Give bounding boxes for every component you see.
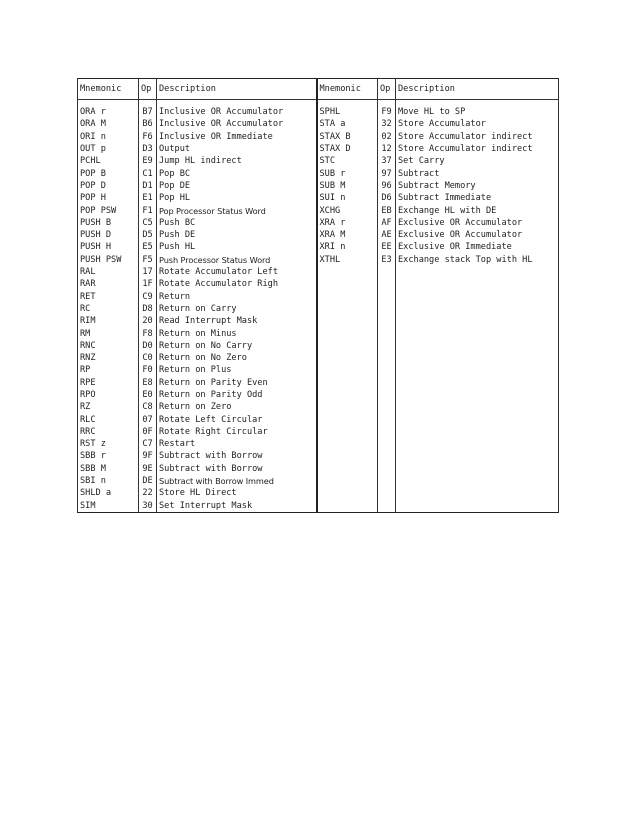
description-cell: Return on Carry xyxy=(157,303,317,315)
op-cell xyxy=(378,352,396,364)
table-row xyxy=(78,131,559,143)
mnemonic-cell xyxy=(317,315,378,327)
description-cell xyxy=(396,328,559,340)
description-cell: Jump HL indirect xyxy=(157,155,317,167)
mnemonic-cell: RNZ xyxy=(78,352,139,364)
mnemonic-cell: ORA r xyxy=(78,100,139,119)
mnemonic-cell xyxy=(317,438,378,450)
mnemonic-cell: STAX D xyxy=(317,143,378,155)
description-cell: Pop HL xyxy=(157,192,317,204)
mnemonic-cell: RAR xyxy=(78,278,139,290)
mnemonic-cell: RZ xyxy=(78,401,139,413)
description-cell: Exclusive OR Accumulator xyxy=(396,229,559,241)
table-row xyxy=(78,205,559,217)
mnemonic-cell xyxy=(317,389,378,401)
description-cell: Rotate Right Circular xyxy=(157,426,317,438)
op-cell: 32 xyxy=(378,118,396,130)
mnemonic-cell: SBB M xyxy=(78,463,139,475)
description-cell: Move HL to SP xyxy=(396,100,559,119)
description-cell: Store Accumulator xyxy=(396,118,559,130)
op-cell: 22 xyxy=(139,487,157,499)
mnemonic-cell: RPE xyxy=(78,377,139,389)
op-cell: 0F xyxy=(139,426,157,438)
op-cell: C1 xyxy=(139,168,157,180)
description-cell: Subtract Immediate xyxy=(396,192,559,204)
op-cell: D0 xyxy=(139,340,157,352)
mnemonic-cell: POP H xyxy=(78,192,139,204)
op-cell: F1 xyxy=(139,205,157,217)
description-cell: Inclusive OR Accumulator xyxy=(157,118,317,130)
table-row xyxy=(78,266,559,278)
op-cell xyxy=(378,364,396,376)
description-cell: Output xyxy=(157,143,317,155)
table-row xyxy=(78,389,559,401)
op-cell: 96 xyxy=(378,180,396,192)
description-cell xyxy=(396,475,559,487)
op-cell: B7 xyxy=(139,100,157,119)
filler-row xyxy=(78,512,559,513)
description-cell xyxy=(396,340,559,352)
table-row xyxy=(78,475,559,487)
op-cell: F5 xyxy=(139,254,157,266)
op-cell xyxy=(378,450,396,462)
mnemonic-cell: SIM xyxy=(78,500,139,512)
description-cell: Subtract with Borrow Immed xyxy=(157,475,317,487)
op-cell: D6 xyxy=(378,192,396,204)
description-cell: Exclusive OR Immediate xyxy=(396,241,559,253)
op-cell: F6 xyxy=(139,131,157,143)
description-cell: Return on Plus xyxy=(157,364,317,376)
header-row xyxy=(78,79,559,100)
description-cell: Inclusive OR Accumulator xyxy=(157,100,317,119)
op-cell: 12 xyxy=(378,143,396,155)
mnemonic-cell: POP D xyxy=(78,180,139,192)
description-cell: Rotate Accumulator Left xyxy=(157,266,317,278)
mnemonic-cell: RET xyxy=(78,291,139,303)
mnemonic-cell xyxy=(317,450,378,462)
mnemonic-cell xyxy=(317,500,378,512)
opcode-table xyxy=(77,78,559,513)
mnemonic-cell: STA a xyxy=(317,118,378,130)
mnemonic-cell xyxy=(317,426,378,438)
mnemonic-cell xyxy=(317,291,378,303)
op-cell xyxy=(378,278,396,290)
mnemonic-cell: RIM xyxy=(78,315,139,327)
table-row xyxy=(78,463,559,475)
mnemonic-cell: RP xyxy=(78,364,139,376)
description-cell: Store Accumulator indirect xyxy=(396,143,559,155)
op-cell xyxy=(378,414,396,426)
description-cell: Set Carry xyxy=(396,155,559,167)
op-cell: 30 xyxy=(139,500,157,512)
mnemonic-cell xyxy=(317,352,378,364)
description-cell: Subtract with Borrow xyxy=(157,463,317,475)
description-cell: Return xyxy=(157,291,317,303)
table-row xyxy=(78,229,559,241)
op-cell: 02 xyxy=(378,131,396,143)
op-cell xyxy=(378,426,396,438)
mnemonic-cell: SPHL xyxy=(317,100,378,119)
description-cell xyxy=(396,389,559,401)
description-cell: Return on Zero xyxy=(157,401,317,413)
op-cell xyxy=(378,377,396,389)
mnemonic-cell xyxy=(317,328,378,340)
description-cell xyxy=(396,303,559,315)
mnemonic-cell xyxy=(317,487,378,499)
empty-cell xyxy=(396,512,559,513)
op-cell: 17 xyxy=(139,266,157,278)
description-cell: Return on No Zero xyxy=(157,352,317,364)
mnemonic-cell: SHLD a xyxy=(78,487,139,499)
mnemonic-cell: SUB M xyxy=(317,180,378,192)
mnemonic-cell: SUB r xyxy=(317,168,378,180)
op-cell xyxy=(378,266,396,278)
op-cell: 37 xyxy=(378,155,396,167)
header-mnemonic-left: Mnemonic xyxy=(78,79,139,100)
table-row xyxy=(78,192,559,204)
description-cell xyxy=(396,352,559,364)
op-cell: AE xyxy=(378,229,396,241)
mnemonic-cell: OUT p xyxy=(78,143,139,155)
empty-cell xyxy=(317,512,378,513)
header-op-right: Op xyxy=(378,79,396,100)
table-row xyxy=(78,352,559,364)
op-cell: E9 xyxy=(139,155,157,167)
mnemonic-cell: XRA M xyxy=(317,229,378,241)
op-cell xyxy=(378,291,396,303)
table-row xyxy=(78,377,559,389)
op-cell: F8 xyxy=(139,328,157,340)
mnemonic-cell: SBB r xyxy=(78,450,139,462)
op-cell: D1 xyxy=(139,180,157,192)
empty-cell xyxy=(157,512,317,513)
mnemonic-cell: RM xyxy=(78,328,139,340)
mnemonic-cell: PUSH H xyxy=(78,241,139,253)
mnemonic-cell: ORA M xyxy=(78,118,139,130)
table-row xyxy=(78,401,559,413)
mnemonic-cell: RRC xyxy=(78,426,139,438)
mnemonic-cell xyxy=(317,377,378,389)
mnemonic-cell: XRA r xyxy=(317,217,378,229)
description-cell: Return on Minus xyxy=(157,328,317,340)
mnemonic-cell: XCHG xyxy=(317,205,378,217)
description-cell: Subtract Memory xyxy=(396,180,559,192)
mnemonic-cell xyxy=(317,475,378,487)
table-row xyxy=(78,426,559,438)
op-cell: D3 xyxy=(139,143,157,155)
table-row xyxy=(78,100,559,119)
op-cell: 20 xyxy=(139,315,157,327)
description-cell xyxy=(396,315,559,327)
table-row xyxy=(78,450,559,462)
mnemonic-cell: RPO xyxy=(78,389,139,401)
description-cell: Return on No Carry xyxy=(157,340,317,352)
description-cell xyxy=(396,500,559,512)
table-row xyxy=(78,168,559,180)
op-cell xyxy=(378,315,396,327)
description-cell: Restart xyxy=(157,438,317,450)
description-cell xyxy=(396,426,559,438)
table-row xyxy=(78,291,559,303)
mnemonic-cell: SUI n xyxy=(317,192,378,204)
mnemonic-cell: ORI n xyxy=(78,131,139,143)
table-row xyxy=(78,500,559,512)
op-cell: D5 xyxy=(139,229,157,241)
table-row xyxy=(78,254,559,266)
empty-cell xyxy=(139,512,157,513)
table-row xyxy=(78,315,559,327)
op-cell: EB xyxy=(378,205,396,217)
description-cell: Rotate Accumulator Righ xyxy=(157,278,317,290)
description-cell: Store HL Direct xyxy=(157,487,317,499)
mnemonic-cell: PUSH B xyxy=(78,217,139,229)
description-cell: Push DE xyxy=(157,229,317,241)
description-cell xyxy=(396,463,559,475)
description-cell: Exchange HL with DE xyxy=(396,205,559,217)
description-cell: Subtract with Borrow xyxy=(157,450,317,462)
op-cell: D8 xyxy=(139,303,157,315)
mnemonic-cell: RST z xyxy=(78,438,139,450)
mnemonic-cell: STAX B xyxy=(317,131,378,143)
mnemonic-cell xyxy=(317,303,378,315)
op-cell: 1F xyxy=(139,278,157,290)
op-cell xyxy=(378,303,396,315)
header-description-right: Description xyxy=(396,79,559,100)
description-cell xyxy=(396,278,559,290)
description-cell: Inclusive OR Immediate xyxy=(157,131,317,143)
op-cell xyxy=(378,340,396,352)
description-cell xyxy=(396,377,559,389)
op-cell: F9 xyxy=(378,100,396,119)
header-description-left: Description xyxy=(157,79,317,100)
description-cell xyxy=(396,414,559,426)
mnemonic-cell: PUSH PSW xyxy=(78,254,139,266)
op-cell xyxy=(378,475,396,487)
description-cell xyxy=(396,364,559,376)
empty-cell xyxy=(78,512,139,513)
op-cell: C8 xyxy=(139,401,157,413)
mnemonic-cell xyxy=(317,364,378,376)
description-cell: Return on Parity Odd xyxy=(157,389,317,401)
table-body xyxy=(78,100,559,513)
description-cell xyxy=(396,291,559,303)
op-cell: C7 xyxy=(139,438,157,450)
op-cell xyxy=(378,463,396,475)
op-cell: AF xyxy=(378,217,396,229)
description-cell: Push Processor Status Word xyxy=(157,254,317,266)
table-row xyxy=(78,487,559,499)
mnemonic-cell: POP B xyxy=(78,168,139,180)
description-cell: Read Interrupt Mask xyxy=(157,315,317,327)
mnemonic-cell: RC xyxy=(78,303,139,315)
description-cell xyxy=(396,450,559,462)
description-cell: Pop BC xyxy=(157,168,317,180)
table-row xyxy=(78,118,559,130)
op-cell: 97 xyxy=(378,168,396,180)
mnemonic-cell: PCHL xyxy=(78,155,139,167)
op-cell: C9 xyxy=(139,291,157,303)
mnemonic-cell: XTHL xyxy=(317,254,378,266)
op-cell: DE xyxy=(139,475,157,487)
table-row xyxy=(78,143,559,155)
description-cell: Exclusive OR Accumulator xyxy=(396,217,559,229)
description-cell: Exchange stack Top with HL xyxy=(396,254,559,266)
description-cell xyxy=(396,487,559,499)
description-cell: Rotate Left Circular xyxy=(157,414,317,426)
mnemonic-cell xyxy=(317,278,378,290)
table-row xyxy=(78,438,559,450)
description-cell: Set Interrupt Mask xyxy=(157,500,317,512)
description-cell: Return on Parity Even xyxy=(157,377,317,389)
op-cell: F0 xyxy=(139,364,157,376)
op-cell: 9E xyxy=(139,463,157,475)
op-cell: C5 xyxy=(139,217,157,229)
description-cell: Pop DE xyxy=(157,180,317,192)
description-cell xyxy=(396,438,559,450)
table-row xyxy=(78,328,559,340)
header-op-left: Op xyxy=(139,79,157,100)
table-row xyxy=(78,180,559,192)
table-row xyxy=(78,217,559,229)
mnemonic-cell: RAL xyxy=(78,266,139,278)
table-row xyxy=(78,340,559,352)
mnemonic-cell xyxy=(317,266,378,278)
mnemonic-cell: POP PSW xyxy=(78,205,139,217)
mnemonic-cell: STC xyxy=(317,155,378,167)
description-cell: Store Accumulator indirect xyxy=(396,131,559,143)
table-row xyxy=(78,155,559,167)
op-cell: B6 xyxy=(139,118,157,130)
mnemonic-cell: RLC xyxy=(78,414,139,426)
mnemonic-cell: RNC xyxy=(78,340,139,352)
table-row xyxy=(78,364,559,376)
mnemonic-cell xyxy=(317,414,378,426)
op-cell xyxy=(378,401,396,413)
mnemonic-cell: PUSH D xyxy=(78,229,139,241)
table-row xyxy=(78,278,559,290)
op-cell: E8 xyxy=(139,377,157,389)
op-cell: E1 xyxy=(139,192,157,204)
description-cell: Pop Processor Status Word xyxy=(157,205,317,217)
description-cell xyxy=(396,401,559,413)
op-cell xyxy=(378,500,396,512)
mnemonic-cell xyxy=(317,401,378,413)
empty-cell xyxy=(378,512,396,513)
op-cell xyxy=(378,389,396,401)
mnemonic-cell: XRI n xyxy=(317,241,378,253)
table-row xyxy=(78,241,559,253)
op-cell: EE xyxy=(378,241,396,253)
description-cell: Push HL xyxy=(157,241,317,253)
op-cell xyxy=(378,487,396,499)
op-cell: E3 xyxy=(378,254,396,266)
description-cell: Push BC xyxy=(157,217,317,229)
op-cell: 9F xyxy=(139,450,157,462)
op-cell: C0 xyxy=(139,352,157,364)
mnemonic-cell xyxy=(317,340,378,352)
header-mnemonic-right: Mnemonic xyxy=(317,79,378,100)
mnemonic-cell xyxy=(317,463,378,475)
op-cell: 07 xyxy=(139,414,157,426)
op-cell: E5 xyxy=(139,241,157,253)
op-cell xyxy=(378,438,396,450)
description-cell: Subtract xyxy=(396,168,559,180)
op-cell xyxy=(378,328,396,340)
table-row xyxy=(78,303,559,315)
mnemonic-cell: SBI n xyxy=(78,475,139,487)
table-row xyxy=(78,414,559,426)
op-cell: E0 xyxy=(139,389,157,401)
description-cell xyxy=(396,266,559,278)
